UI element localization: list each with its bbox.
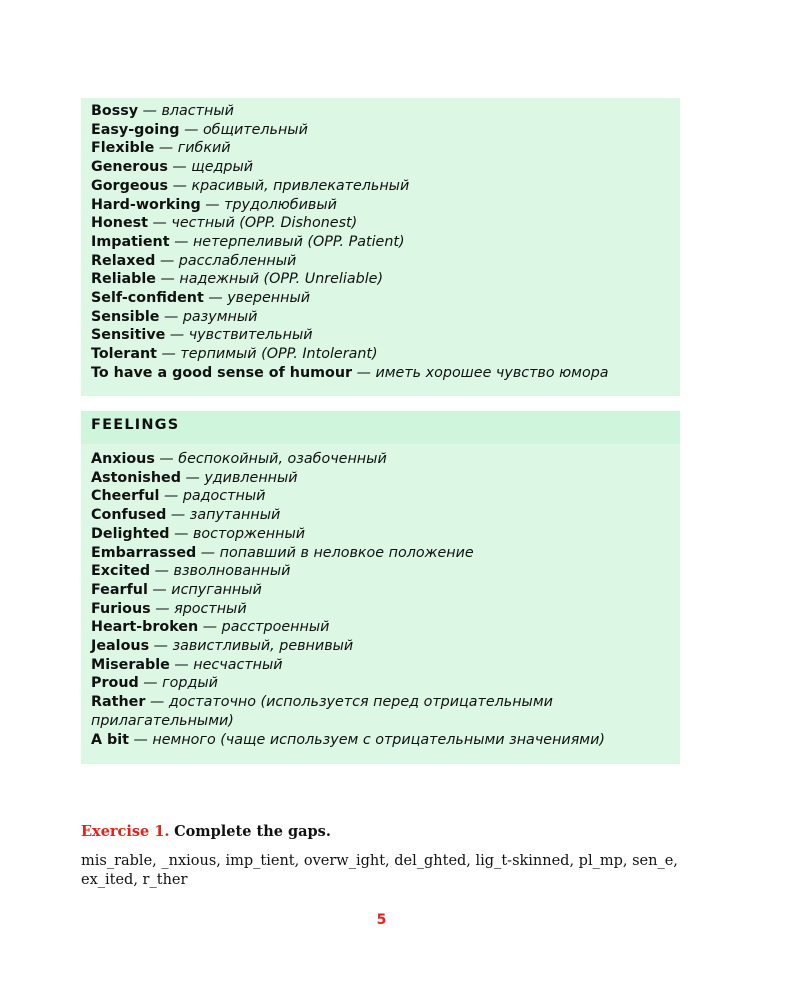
vocab-term: Generous xyxy=(91,159,168,176)
vocab-term: Miserable xyxy=(91,656,170,673)
vocab-term: Hard-working xyxy=(91,196,201,213)
vocab-entry: Generous — щедрый xyxy=(91,159,254,176)
vocab-translation: разумный xyxy=(182,308,258,325)
vocab-translation: яростный xyxy=(174,600,247,617)
vocab-entry: Fearful — испуганный xyxy=(91,581,262,598)
vocab-term: Gorgeous xyxy=(91,177,169,194)
vocab-term: Fearful xyxy=(91,581,148,598)
vocab-translation: испуганный xyxy=(171,581,262,598)
vocab-term: Astonished xyxy=(91,469,181,486)
exercise-label: Exercise 1. xyxy=(81,823,170,840)
vocab-term: Tolerant xyxy=(91,346,157,363)
vocab-entry: Gorgeous — красивый, привлекательный xyxy=(91,177,410,194)
vocab-translation: нетерпеливый (OPP. Patient) xyxy=(192,233,405,250)
vocab-translation: щедрый xyxy=(191,159,254,176)
vocab-entry: Bossy — властный xyxy=(91,103,234,119)
vocab-translation: беспокойный, озабоченный xyxy=(178,451,387,467)
vocab-entry: Reliable — надежный (OPP. Unreliable) xyxy=(91,271,384,288)
vocab-translation: запутанный xyxy=(189,507,281,524)
vocab-translation: красивый, привлекательный xyxy=(191,177,410,194)
vocab-entry: Proud — гордый xyxy=(91,675,218,692)
vocab-term: Delighted xyxy=(91,525,170,542)
vocab-translation: гордый xyxy=(162,675,218,692)
vocab-entry: Furious — яростный xyxy=(91,600,247,617)
vocab-translation: чувствительный xyxy=(188,327,313,344)
vocab-term: Anxious xyxy=(91,451,155,467)
vocab-term: Excited xyxy=(91,563,151,580)
vocab-entry: Heart-broken — расстроенный xyxy=(91,619,330,636)
vocab-entry: Delighted — восторженный xyxy=(91,525,306,542)
vocab-entry: Honest — честный (OPP. Dishonest) xyxy=(91,215,358,232)
vocab-entry: Sensitive — чувствительный xyxy=(91,327,313,344)
vocab-entry: Miserable — несчастный xyxy=(91,656,283,673)
vocab-translation: удивленный xyxy=(204,469,298,486)
vocab-term: Heart-broken xyxy=(91,619,199,636)
vocab-translation: честный (OPP. Dishonest) xyxy=(171,215,358,232)
vocab-translation: попавший в неловкое положение xyxy=(219,544,474,561)
vocab-translation: надежный (OPP. Unreliable) xyxy=(179,271,384,288)
feelings-vocabulary-list xyxy=(81,444,680,749)
vocab-translation: общительный xyxy=(202,121,308,138)
exercise-task: Complete the gaps. xyxy=(174,823,331,840)
vocab-entry: Astonished — удивленный xyxy=(91,469,298,486)
vocab-term: A bit xyxy=(91,731,130,748)
vocab-entry: Jealous — завистливый, ревнивый xyxy=(91,638,354,655)
vocab-term: Embarrassed xyxy=(91,544,197,561)
vocab-term: To have a good sense of humour xyxy=(91,364,353,381)
vocab-entry: Relaxed — расслабленный xyxy=(91,252,297,269)
feelings-heading: FEELINGS xyxy=(81,411,680,444)
vocab-term: Flexible xyxy=(91,140,155,157)
vocab-entry: Cheerful — радостный xyxy=(91,488,266,505)
vocab-term: Sensitive xyxy=(91,327,166,344)
vocab-translation: расстроенный xyxy=(221,619,330,636)
vocab-term: Honest xyxy=(91,215,149,232)
vocab-term: Furious xyxy=(91,600,151,617)
vocab-translation: властный xyxy=(161,103,234,119)
vocab-translation: радостный xyxy=(182,488,266,505)
vocab-term: Easy-going xyxy=(91,121,180,138)
vocab-translation: восторженный xyxy=(192,525,306,542)
vocab-entry: Embarrassed — попавший в неловкое положение xyxy=(91,544,474,561)
vocab-term: Self-confident xyxy=(91,290,204,307)
vocab-translation: терпимый (OPP. Intolerant) xyxy=(180,346,378,363)
vocab-translation: завистливый, ревнивый xyxy=(172,638,354,655)
vocab-entry: Flexible — гибкий xyxy=(91,140,231,157)
vocab-translation: трудолюбивый xyxy=(224,196,337,213)
exercise-words: mis_rable, _nxious, imp_tient, overw_ight, del_ghted, lig_t-skinned, pl_mp, sen_e, ex_ited, r_ther xyxy=(81,853,678,888)
vocab-term: Impatient xyxy=(91,233,170,250)
vocab-entry: To have a good sense of humour — иметь хорошее чувство юмора xyxy=(91,364,609,381)
vocab-entry: Hard-working — трудолюбивый xyxy=(91,196,337,213)
vocab-term: Confused xyxy=(91,507,167,524)
vocab-translation: немного (чаще используем с отрицательными значениями) xyxy=(152,731,605,748)
vocab-entry: A bit — немного (чаще используем с отрицательными значениями) xyxy=(91,731,605,748)
vocab-entry: Tolerant — терпимый (OPP. Intolerant) xyxy=(91,346,378,363)
vocab-translation: уверенный xyxy=(227,290,311,307)
vocab-term: Cheerful xyxy=(91,488,160,505)
vocab-term: Rather xyxy=(91,694,146,711)
vocab-entry: Impatient — нетерпеливый (OPP. Patient) xyxy=(91,233,405,250)
vocab-translation: иметь хорошее чувство юмора xyxy=(375,364,609,381)
vocab-translation: несчастный xyxy=(193,656,283,673)
vocab-term: Sensible xyxy=(91,308,160,325)
character-vocabulary-box xyxy=(81,98,680,396)
vocab-entry: Confused — запутанный xyxy=(91,507,281,524)
vocab-term: Relaxed xyxy=(91,252,156,269)
character-vocabulary-list xyxy=(81,98,680,383)
exercise-section xyxy=(81,823,701,890)
vocab-translation: расслабленный xyxy=(178,252,297,269)
exercise-title xyxy=(81,823,701,840)
vocab-entry: Rather — достаточно (используется перед отрицательными прилагательными) xyxy=(91,694,553,729)
page-number: 5 xyxy=(376,912,387,928)
feelings-vocabulary-box xyxy=(81,411,680,764)
vocab-translation: достаточно (используется перед отрицательными прилагательными) xyxy=(91,694,553,729)
vocab-entry: Anxious — беспокойный, озабоченный xyxy=(91,451,387,467)
vocab-entry: Easy-going — общительный xyxy=(91,121,308,138)
vocab-entry: Self-confident — уверенный xyxy=(91,290,311,307)
vocab-translation: гибкий xyxy=(177,140,231,157)
vocab-term: Reliable xyxy=(91,271,156,288)
vocab-term: Jealous xyxy=(91,638,150,655)
vocab-term: Proud xyxy=(91,675,139,692)
vocab-entry: Sensible — разумный xyxy=(91,308,258,325)
vocab-entry: Excited — взволнованный xyxy=(91,563,291,580)
vocab-translation: взволнованный xyxy=(173,563,291,580)
vocab-term: Bossy xyxy=(91,103,139,119)
